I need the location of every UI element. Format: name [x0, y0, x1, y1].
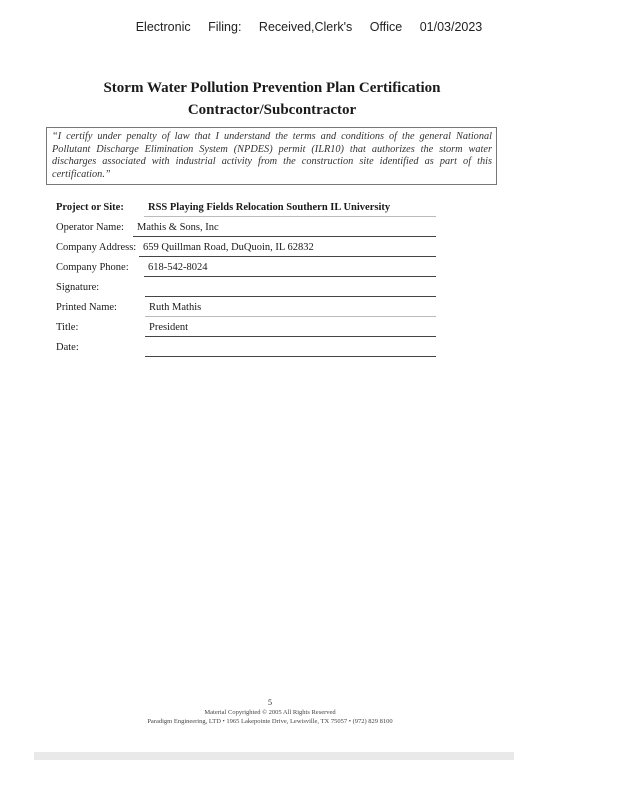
title-label: Title: [56, 322, 79, 333]
electronic-filing-stamp [0, 20, 618, 34]
page-bottom-edge [34, 752, 514, 760]
form-row-date [56, 342, 436, 360]
form-row-title [56, 322, 436, 340]
stamp-date: 01/03/2023 [419, 20, 483, 34]
project-field[interactable]: RSS Playing Fields Relocation Southern IL University [144, 202, 436, 217]
signature-label: Signature: [56, 282, 100, 293]
stamp-word: Office [369, 20, 403, 34]
printed-name-label: Printed Name: [56, 302, 117, 313]
operator-label: Operator Name: [56, 222, 124, 233]
form-row-operator [56, 222, 436, 240]
signature-field[interactable] [145, 282, 436, 297]
form-row-signature [56, 282, 436, 300]
stamp-word: Received,Clerk's [258, 20, 353, 34]
address-field[interactable]: 659 Quillman Road, DuQuoin, IL 62832 [139, 242, 436, 257]
form-row-project [56, 202, 436, 220]
printed-name-field[interactable]: Ruth Mathis [145, 302, 436, 317]
date-field[interactable] [145, 342, 436, 357]
copyright-notice: Material Copyrighted © 2005 All Rights Reserved [204, 709, 336, 716]
operator-field[interactable]: Mathis & Sons, Inc [133, 222, 436, 237]
address-label: Company Address: [56, 242, 137, 253]
title-field[interactable]: President [145, 322, 436, 337]
form-row-address [56, 242, 436, 260]
stamp-word: Filing: [208, 20, 242, 34]
company-info: Paradigm Engineering, LTD • 1965 Lakepointe Drive, Lewisville, TX 75057 • (972) 829 8100 [147, 718, 393, 725]
form-row-phone [56, 262, 436, 280]
document-title: Storm Water Pollution Prevention Plan Certification [103, 80, 441, 96]
document-subtitle: Contractor/Subcontractor [187, 102, 357, 118]
phone-label: Company Phone: [56, 262, 129, 273]
phone-field[interactable]: 618-542-8024 [144, 262, 436, 277]
stamp-word: Electronic [135, 20, 191, 34]
form-row-printed-name [56, 302, 436, 320]
project-label: Project or Site: [56, 202, 124, 213]
certification-statement: “I certify under penalty of law that I understand the terms and conditions of the general National Pollutant Discharge Elimination System (NPDES) permit (ILR10) that authorizes the storm water discharges associated with industrial activity from the construction site identified as part of this certification.” [46, 127, 497, 185]
date-label: Date: [56, 342, 79, 353]
page-number: 5 [268, 698, 272, 707]
